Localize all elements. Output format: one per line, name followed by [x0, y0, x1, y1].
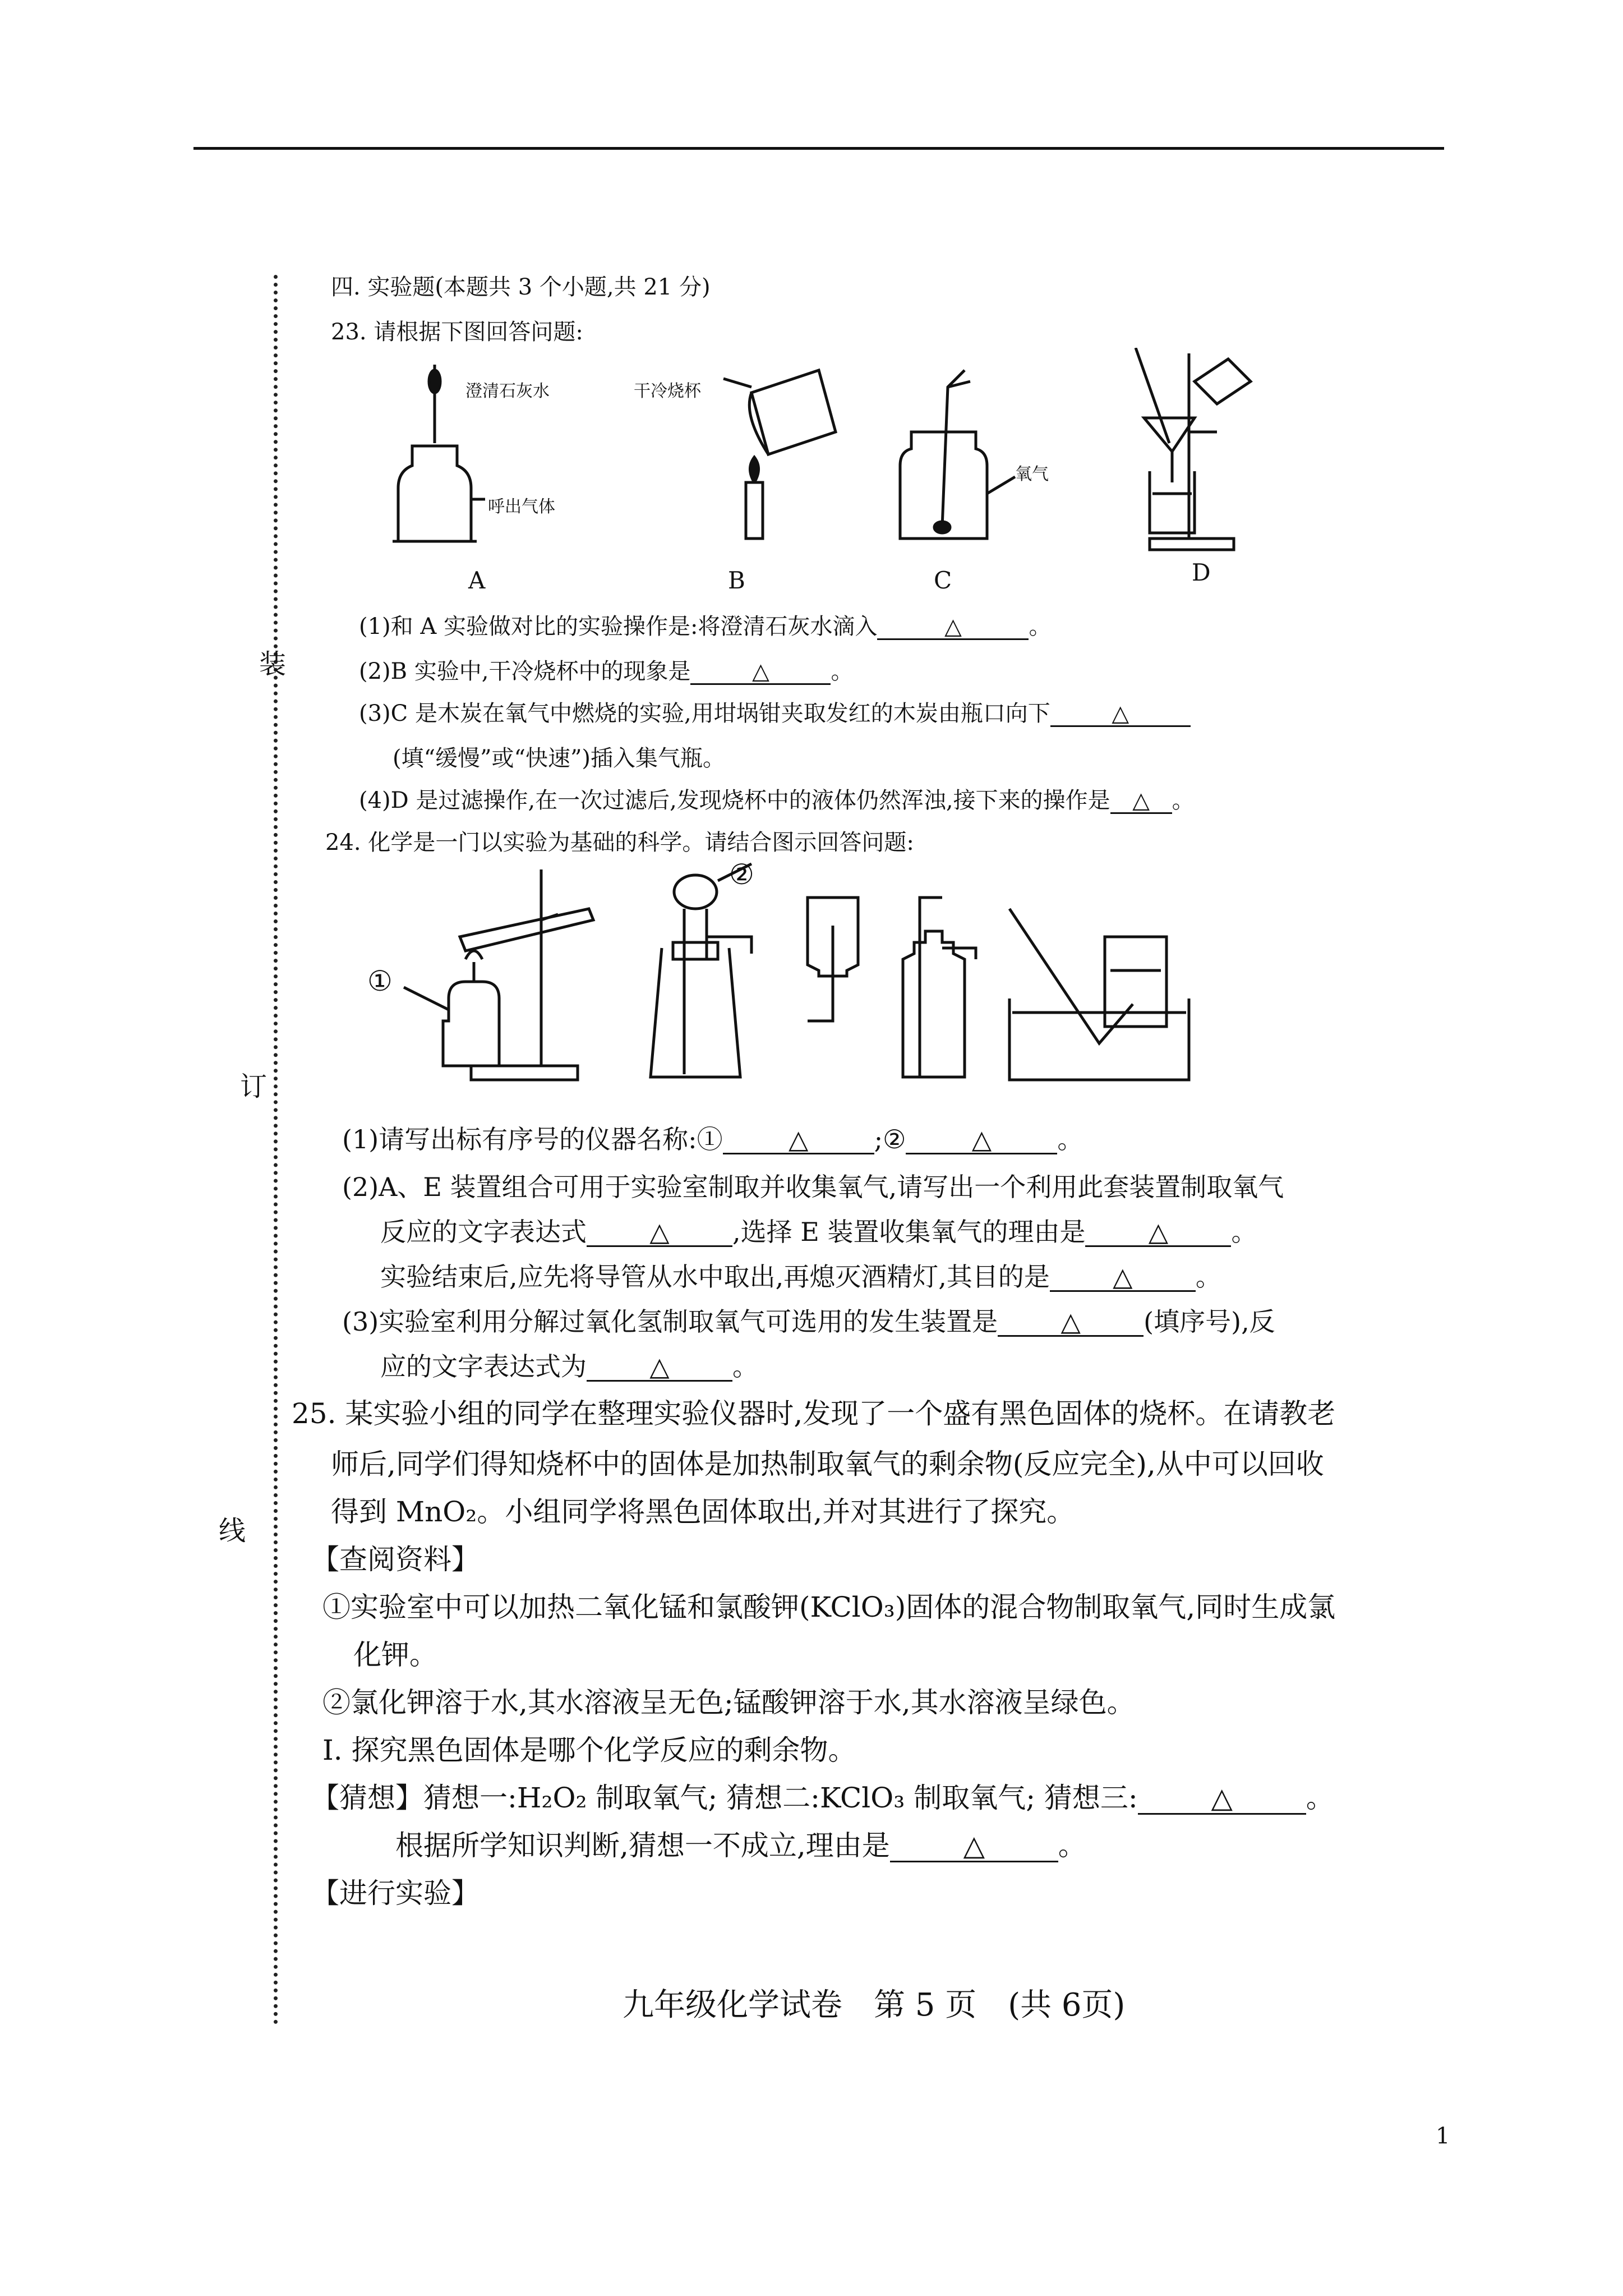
answer-blank[interactable]: △ — [587, 1353, 732, 1382]
q23-label-c: C — [934, 567, 952, 594]
q25-ref1-b: 化钾。 — [353, 1639, 437, 1671]
answer-blank[interactable]: △ — [906, 1126, 1057, 1154]
q23-part1: (1)和 A 实验做对比的实验操作是:将澄清石灰水滴入 △ 。 — [359, 614, 1052, 639]
q24-stem: 24. 化学是一门以实验为基础的科学。请结合图示回答问题: — [325, 830, 914, 855]
q24-part2-line3: 实验结束后,应先将导管从水中取出,再熄灭酒精灯,其目的是 △ 。 — [380, 1262, 1221, 1292]
q25-part1: Ⅰ. 探究黑色固体是哪个化学反应的剩余物。 — [322, 1734, 856, 1766]
answer-blank[interactable]: △ — [1110, 789, 1172, 814]
q24-figures — [359, 858, 1424, 1094]
q25-exp-title: 【进行实验】 — [311, 1877, 479, 1910]
q23-anno-oxygen: 氧气 — [1015, 464, 1049, 484]
q25-ref-title: 【查阅资料】 — [311, 1543, 479, 1576]
q23-anno-lime: 澄清石灰水 — [465, 381, 550, 401]
q24-part2-line1: (2)A、E 装置组合可用于实验室制取并收集氧气,请写出一个利用此套装置制取氧气 — [342, 1172, 1284, 1202]
q25-guess: 【猜想】猜想一:H₂O₂ 制取氧气; 猜想二:KClO₃ 制取氧气; 猜想三: △ 。 — [311, 1782, 1334, 1814]
answer-blank[interactable]: △ — [998, 1308, 1144, 1337]
q25-judge: 根据所学知识判断,猜想一不成立,理由是 △ 。 — [395, 1829, 1086, 1862]
q25-line2: 师后,同学们得知烧杯中的固体是加热制取氧气的剩余物(反应完全),从中可以回收 — [331, 1448, 1324, 1480]
binding-char-ding: 订 — [240, 1071, 268, 1102]
answer-blank[interactable]: △ — [890, 1831, 1058, 1862]
q24-part3-line1: (3)实验室利用分解过氧化氢制取氧气可选用的发生装置是 △ (填序号),反 — [342, 1306, 1275, 1337]
answer-blank[interactable]: △ — [1050, 702, 1191, 727]
q25-line3: 得到 MnO₂。小组同学将黑色固体取出,并对其进行了探究。 — [331, 1496, 1075, 1528]
q23-label-a: A — [468, 567, 486, 594]
binding-char-xian: 线 — [219, 1515, 246, 1547]
answer-blank[interactable]: △ — [587, 1218, 732, 1247]
q24-part1: (1)请写出标有序号的仪器名称:① △ ;② △ 。 — [342, 1124, 1083, 1154]
q23-anno-breath: 呼出气体 — [488, 497, 555, 517]
q24-part2-line2: 反应的文字表达式 △ ,选择 E 装置收集氧气的理由是 △ 。 — [380, 1217, 1257, 1247]
q25-ref1-a: ①实验室中可以加热二氧化锰和氯酸钾(KClO₃)固体的混合物制取氧气,同时生成氯 — [322, 1591, 1336, 1623]
answer-blank[interactable]: △ — [1050, 1263, 1196, 1292]
q23-label-d: D — [1192, 559, 1211, 586]
q23-stem: 23. 请根据下图回答问题: — [331, 319, 583, 345]
q25-ref2: ②氯化钾溶于水,其水溶液呈无色;锰酸钾溶于水,其水溶液呈绿色。 — [322, 1686, 1135, 1719]
q23-part2: (2)B 实验中,干冷烧杯中的现象是 △ 。 — [359, 659, 854, 684]
answer-blank[interactable]: △ — [1138, 1783, 1306, 1815]
q23-anno-beaker: 干冷烧杯 — [634, 381, 701, 401]
answer-blank[interactable]: △ — [723, 1126, 874, 1154]
q25-line1: 25. 某实验小组的同学在整理实验仪器时,发现了一个盛有黑色固体的烧杯。在请教老 — [292, 1397, 1336, 1430]
page-number: 1 — [1436, 2123, 1450, 2149]
binding-dotted-line — [274, 275, 278, 2025]
q23-part4: (4)D 是过滤操作,在一次过滤后,发现烧杯中的液体仍然浑浊,接下来的操作是 △ 。 — [359, 788, 1195, 813]
q24-part3-line2: 应的文字表达式为 △ 。 — [380, 1351, 758, 1382]
top-rule — [193, 147, 1444, 150]
q24-marker-1: ① — [367, 965, 393, 997]
q23-label-b: B — [728, 567, 745, 594]
page-footer: 九年级化学试卷 第 5 页 (共 6页) — [623, 1987, 1126, 2023]
section-title: 四. 实验题(本题共 3 个小题,共 21 分) — [331, 274, 711, 300]
q23-part3: (3)C 是木炭在氧气中燃烧的实验,用坩埚钳夹取发红的木炭由瓶口向下 △ — [359, 696, 1191, 728]
q24-marker-2: ② — [729, 858, 754, 891]
answer-blank[interactable]: △ — [690, 660, 831, 685]
answer-blank[interactable]: △ — [877, 615, 1029, 640]
binding-char-zhuang: 装 — [259, 648, 287, 680]
answer-blank[interactable]: △ — [1085, 1218, 1231, 1247]
q23-part3-cont: (填“缓慢”或“快速”)插入集气瓶。 — [393, 746, 726, 771]
